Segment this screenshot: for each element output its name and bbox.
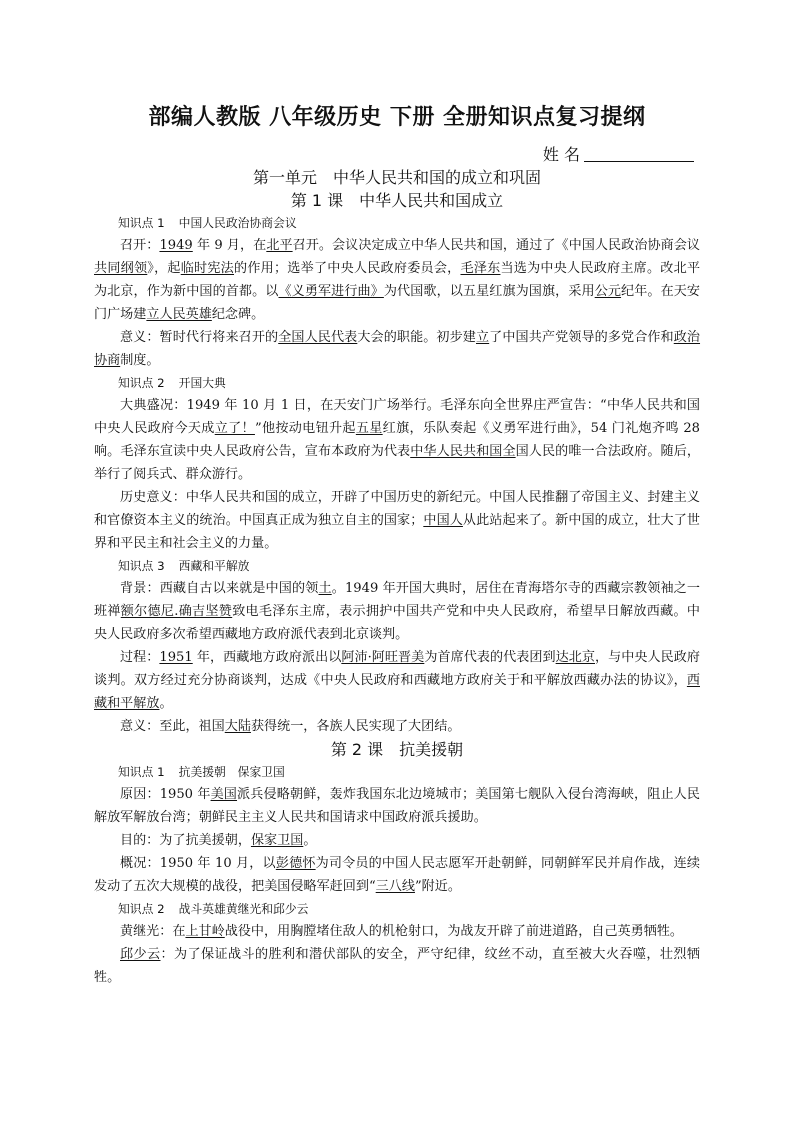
paragraph (94, 394, 700, 486)
document-page (94, 96, 700, 989)
kp-title: 抗美援朝 保家卫国 (178, 765, 285, 779)
underlined-term: 立人民英雄 (146, 307, 212, 322)
text-segment: 历史意义：中华人民共和国的成立，开辟了中国历史的新纪元。中国人民推翻了帝国主义、封建主义和官僚资本主义的统治。中国真正成为独立自主的国家； (94, 490, 700, 528)
underlined-term: 毛泽东 (460, 261, 501, 276)
knowledge-point-heading (94, 761, 700, 783)
text-segment: 概况：1950 年 10 月，以 (120, 856, 276, 871)
underlined-term: 立 (475, 330, 490, 345)
text-segment: 纪念碑。 (211, 307, 265, 322)
underlined-term: 达北京 (555, 650, 596, 665)
text-segment: 意义：暂时代行将来召开的 (120, 330, 279, 345)
text-segment: 背景：西藏自古以来就是中国的领 (120, 581, 319, 596)
text-segment: 。1949 年开国大典时，居住在青海塔尔寺的西藏宗教领袖之一班禅 (94, 581, 701, 619)
underlined-term: 临时宪法 (180, 261, 235, 276)
text-segment: 的作用；选举了中央人民政府委员会， (234, 261, 461, 276)
paragraph (94, 715, 700, 738)
text-segment: 为代国歌，以五星红旗为国旗，采用 (383, 284, 595, 299)
text-segment: 召开： (120, 238, 160, 253)
text-segment: 获得统一，各族人民实现了大团结。 (250, 719, 461, 734)
text-segment: 。 (159, 696, 173, 711)
text-segment: 年，西藏地方政府派出以 (192, 650, 342, 665)
kp-title: 战斗英雄黄继光和邱少云 (178, 902, 309, 916)
text-segment: 为首席代表的代表团到 (424, 650, 556, 665)
name-field (94, 144, 700, 166)
text-segment: 为司令员的中国人民志愿军开赴朝鲜，同朝鲜军民并肩作战，连续发动了五次大规模的战役，把美国侵略军赶回到“ (94, 856, 701, 894)
underlined-term: 三八线 (375, 879, 415, 894)
page-title: 部编人教版 八年级历史 下册 全册知识点复习提纲 (148, 105, 646, 130)
kp-title: 开国大典 (178, 376, 226, 390)
kp-number: 知识点 2 (118, 902, 165, 916)
text-segment: 召开。会议决定成立中华人民共和国，通过了《中国人民政治协商会议 (292, 238, 701, 253)
text-segment: 国人民的唯一合法政府。随后，举行了阅兵式、群众游行。 (94, 444, 701, 482)
underlined-term: 大陆 (224, 719, 251, 734)
text-segment: ：为了保证战斗的胜利和潜伏部队的安全，严守纪律，纹丝不动，直至被大火吞噬，壮烈牺牲。 (94, 947, 701, 985)
name-label: 姓 名 (542, 145, 580, 164)
text-segment: 意义：至此，祖国 (120, 719, 225, 734)
text-segment: 黄继光：在 (120, 924, 186, 939)
lesson-heading: 第 2 课 抗美援朝 (330, 740, 464, 759)
underlined-term: 阿沛·阿旺晋美 (341, 650, 425, 665)
text-segment: 目的：为了抗美援朝， (120, 833, 251, 848)
text-segment: 大会的职能。初步建 (357, 330, 476, 345)
kp-number: 知识点 2 (118, 376, 165, 390)
underlined-term: 政治协商 (94, 330, 701, 368)
knowledge-point-heading (94, 372, 700, 394)
underlined-term: 彭德怀 (275, 856, 316, 871)
paragraph (94, 943, 700, 989)
text-segment: 战役中，用胸膛堵住敌人的机枪射口，为战友开辟了前进道路，自己英勇牺牲。 (224, 924, 684, 939)
text-segment: 。 (303, 833, 317, 848)
underlined-term: 全国人民代表 (278, 330, 358, 345)
underlined-term: 额尔德尼.确吉坚赞 (120, 604, 233, 619)
underlined-term: 《义勇军进行曲》 (278, 284, 384, 299)
text-segment: 年 9 月，在 (192, 238, 267, 253)
underlined-term: 中华人民共和国全 (410, 444, 516, 459)
paragraph (94, 852, 700, 898)
text-segment: 当选为中央人民政府主席。改北平为北京，作为新中国的首都。以 (94, 261, 701, 299)
unit-heading: 第一单元 中华人民共和国的成立和巩固 (252, 168, 541, 187)
text-segment: 》，起 (147, 261, 181, 276)
underlined-term: 上甘岭 (185, 924, 225, 939)
underlined-term: 北平 (266, 238, 293, 253)
text-segment: 纪年。在天安门广场建 (94, 284, 701, 322)
text-segment: 派兵侵略朝鲜，轰炸我国东北边境城市；美国第七舰队入侵台湾海峡，阻止人民解放军解放台湾；朝鲜民主主义人民共和国请求中国政府派兵援助。 (94, 787, 701, 825)
paragraph (94, 829, 700, 852)
knowledge-point-heading (94, 555, 700, 577)
text-segment: 制度。 (120, 353, 160, 368)
kp-title: 中国人民政治协商会议 (178, 216, 297, 230)
underlined-term: 西藏和平解放 (94, 673, 700, 711)
text-segment: ”他按动电钮升起 (254, 421, 356, 436)
text-segment: 从此站起来了。新中国的成立，壮大了世界和平民主和社会主义的力量。 (94, 513, 701, 551)
kp-number: 知识点 1 (118, 765, 165, 779)
paragraph (94, 783, 700, 829)
underlined-term: 邱少云 (120, 947, 161, 962)
text-segment: 过程： (120, 650, 160, 665)
underlined-term: 1951 (159, 650, 193, 665)
text-segment: ”附近。 (414, 879, 461, 894)
text-segment: 了中国共产党领导的多党合作和 (489, 330, 674, 345)
underlined-term: 美国 (210, 787, 238, 802)
paragraph (94, 577, 700, 646)
text-segment: 红旗，乐队奏起《义勇军进行曲》，54 门礼炮齐鸣 28 响。毛泽东宣读中央人民政府公告，宣布本政府为代表 (94, 421, 701, 459)
underlined-term: 立了！ (214, 421, 255, 436)
lesson-heading: 第 1 课 中华人民共和国成立 (290, 191, 504, 210)
kp-title: 西藏和平解放 (178, 559, 250, 573)
underlined-term: 1949 (159, 238, 193, 253)
text-segment: 原因：1950 年 (120, 787, 211, 802)
text-segment: ，与中央人民政府谈判。双方经过充分协商谈判，达成《中央人民政府和西藏地方政府关于和平解放西藏办法的协议》， (94, 650, 701, 688)
kp-number: 知识点 1 (118, 216, 165, 230)
paragraph (94, 486, 700, 555)
paragraph (94, 234, 700, 326)
underlined-term: 五星 (355, 421, 383, 436)
underlined-term: 公元 (594, 284, 622, 299)
paragraph (94, 646, 700, 715)
underlined-term: 中国人 (423, 513, 463, 528)
kp-number: 知识点 3 (118, 559, 165, 573)
paragraph (94, 920, 700, 943)
name-blank-line[interactable] (584, 145, 694, 162)
underlined-term: 土 (318, 581, 332, 596)
text-segment: 大典盛况：1949 年 10 月 1 日，在天安门广场举行。毛泽东向全世界庄严宣告：“中华人民共和国中央人民政府今天成 (94, 398, 700, 436)
paragraph (94, 326, 700, 372)
underlined-term: 保家卫国 (250, 833, 304, 848)
text-segment: 致电毛泽东主席，表示拥护中国共产党和中央人民政府，希望早日解放西藏。中央人民政府多次希望西藏地方政府派代表到北京谈判。 (94, 604, 700, 642)
knowledge-point-heading (94, 898, 700, 920)
underlined-term: 共同纲领 (94, 261, 148, 276)
knowledge-point-heading (94, 212, 700, 234)
